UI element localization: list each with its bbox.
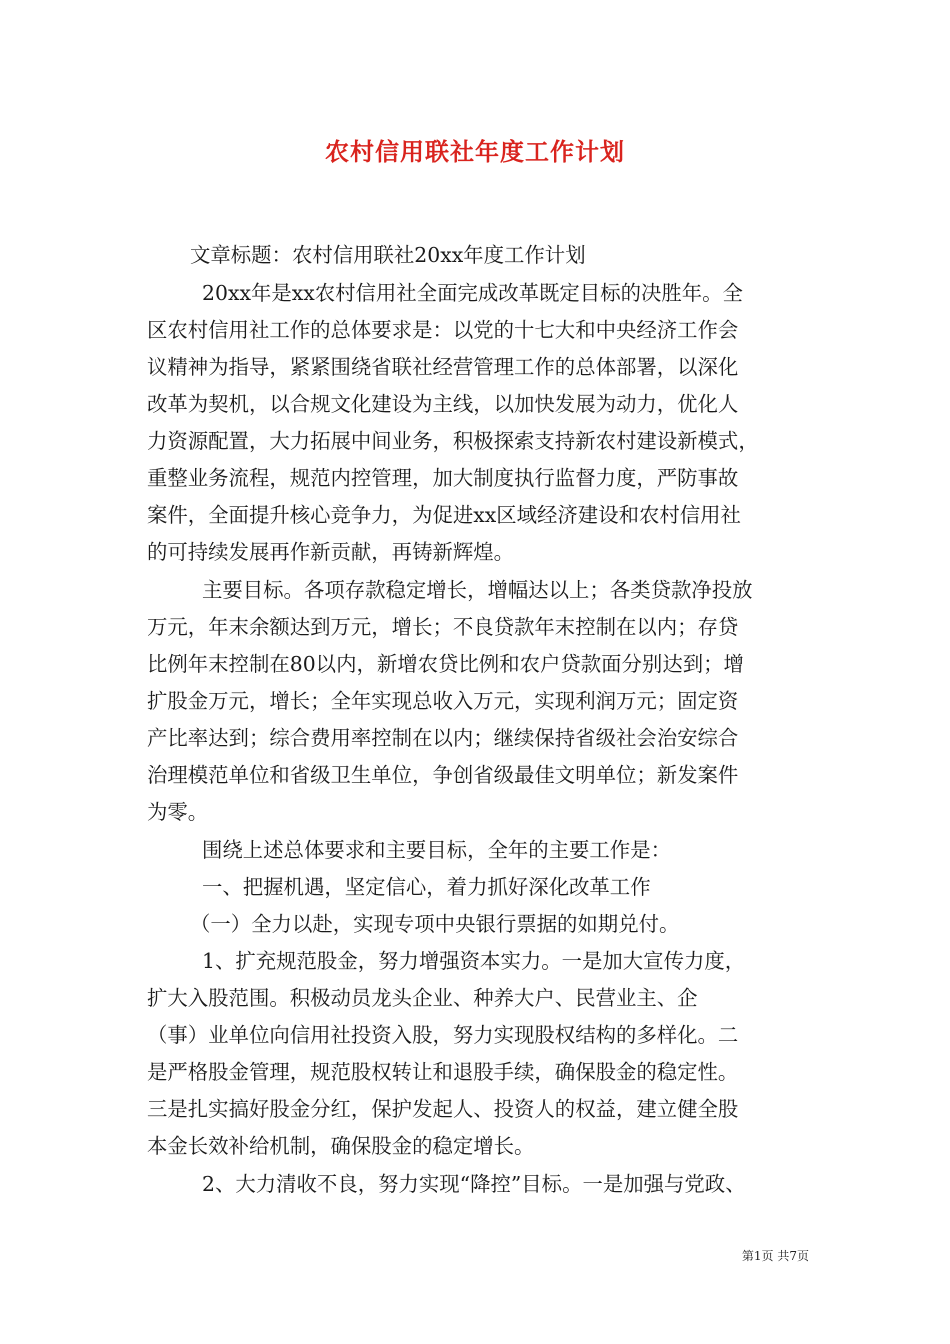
paragraph-line: 扩股金万元，增长；全年实现总收入万元，实现利润万元；固定资: [147, 689, 739, 713]
paragraph-line: 力资源配置，大力拓展中间业务，积极探索支持新农村建设新模式，: [147, 429, 759, 453]
paragraph-line: 1、扩充规范股金，努力增强资本实力。一是加大宣传力度，: [202, 949, 746, 973]
paragraph-line: 案件，全面提升核心竞争力，为促进xx区域经济建设和农村信用社: [147, 503, 741, 527]
paragraph-line: 文章标题：农村信用联社20xx年度工作计划: [190, 243, 586, 267]
section-heading: 一、把握机遇，坚定信心，着力抓好深化改革工作: [202, 875, 651, 899]
paragraph-line: 区农村信用社工作的总体要求是：以党的十七大和中央经济工作会: [147, 318, 739, 342]
paragraph-line: 主要目标。各项存款稳定增长，增幅达以上；各类贷款净投放: [202, 578, 753, 602]
paragraph-line: 是严格股金管理，规范股权转让和退股手续，确保股金的稳定性。: [147, 1060, 739, 1084]
paragraph-line: 议精神为指导，紧紧围绕省联社经营管理工作的总体部署，以深化: [147, 355, 739, 379]
paragraph-line: 的可持续发展再作新贡献，再铸新辉煌。: [147, 540, 515, 564]
paragraph-line: 本金长效补给机制，确保股金的稳定增长。: [147, 1134, 535, 1158]
page-number: 第1页 共7页: [741, 1249, 809, 1263]
paragraph-line: （事）业单位向信用社投资入股，努力实现股权结构的多样化。二: [147, 1023, 739, 1047]
paragraph-line: 围绕上述总体要求和主要目标，全年的主要工作是：: [202, 838, 671, 862]
subsection-heading: （一）全力以赴，实现专项中央银行票据的如期兑付。: [190, 912, 680, 936]
paragraph-line: 产比率达到；综合费用率控制在以内；继续保持省级社会治安综合: [147, 726, 739, 750]
paragraph-line: 重整业务流程，规范内控管理，加大制度执行监督力度，严防事故: [147, 466, 739, 490]
paragraph-line: 比例年末控制在80以内，新增农贷比例和农户贷款面分别达到；增: [147, 652, 744, 676]
paragraph-line: 三是扎实搞好股金分红，保护发起人、投资人的权益，建立健全股: [147, 1097, 739, 1121]
paragraph-line: 为零。: [147, 800, 209, 824]
paragraph-line: 治理模范单位和省级卫生单位，争创省级最佳文明单位；新发案件: [147, 763, 739, 787]
paragraph-line: 改革为契机，以合规文化建设为主线，以加快发展为动力，优化人: [147, 392, 739, 416]
paragraph-line: 扩大入股范围。积极动员龙头企业、种养大户、民营业主、企: [147, 986, 698, 1010]
paragraph-line: 2、大力清收不良，努力实现“降控”目标。一是加强与党政、: [202, 1172, 746, 1196]
paragraph-line: 20xx年是xx农村信用社全面完成改革既定目标的决胜年。全: [202, 281, 743, 305]
paragraph-line: 万元，年末余额达到万元，增长；不良贷款年末控制在以内；存贷: [147, 615, 739, 639]
document-title: 农村信用联社年度工作计划: [325, 137, 625, 166]
